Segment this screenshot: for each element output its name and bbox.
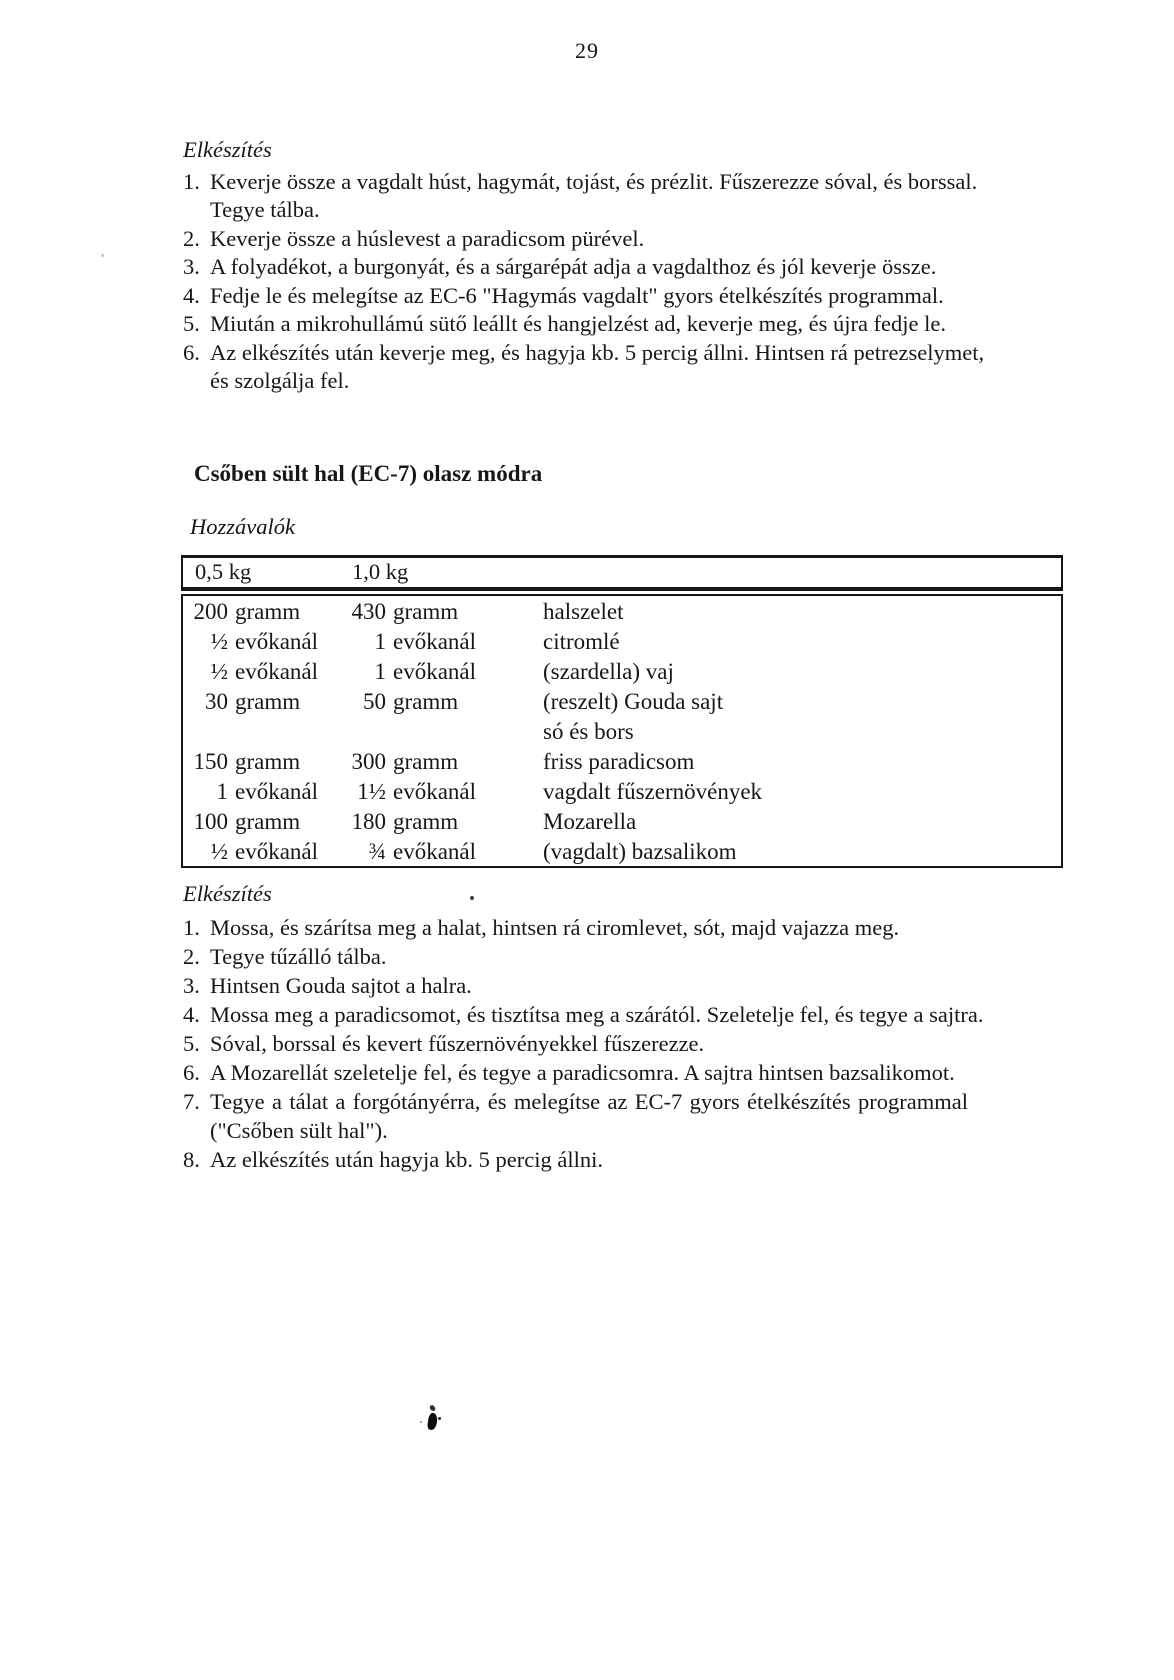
step-item — [183, 1000, 1033, 1029]
step-text: Fedje le és melegítse az EC-6 "Hagymás vagdalt" gyors ételkészítés programmal. — [210, 282, 944, 308]
step-item — [183, 282, 1033, 311]
step-text: Sóval, borssal és kevert fűszernövényekkel fűszerezze. — [210, 1031, 705, 1056]
step-list — [183, 913, 1033, 1174]
ink-blot — [427, 1412, 439, 1430]
ingredient-name: (szardella) vaj — [543, 659, 674, 684]
step-text: Mossa, és szárítsa meg a halat, hintsen rá ciromlevet, sót, majd vajazza meg. — [210, 915, 900, 940]
preparation-section-2 — [183, 879, 1033, 1174]
step-number: 1. — [183, 168, 200, 194]
ingredient-row: ½ evőkanál 1 evőkanál (szardella) vaj — [183, 657, 1061, 687]
step-item — [183, 168, 1033, 225]
step-text: Mossa meg a paradicsomot, és tisztítsa meg a szárától. Szeletelje fel, és tegye a sajtra. — [210, 1002, 984, 1027]
step-text: Az elkészítés után hagyja kb. 5 percig állni. — [210, 1147, 603, 1172]
ingredient-name: só és bors — [543, 719, 634, 744]
weight-column-10kg: 1,0 kg — [352, 559, 409, 584]
step-item — [183, 942, 1033, 971]
ingredient-name: vagdalt fűszernövények — [543, 779, 763, 804]
step-number: 2. — [183, 944, 200, 969]
scan-speck — [470, 896, 474, 900]
step-text: Az elkészítés után keverje meg, és hagyja kb. 5 percig állni. Hintsen rá petrezselymet, és szolgálja fel. — [210, 339, 985, 393]
ingredient-name: (reszelt) Gouda sajt — [543, 689, 724, 714]
step-number: 6. — [183, 1060, 200, 1085]
ingredient-row — [183, 717, 1061, 747]
ingredients-table-header — [181, 555, 1063, 591]
step-item — [183, 225, 1033, 254]
ink-blot-faint-dot — [420, 1421, 422, 1423]
page-number: 29 — [575, 38, 599, 63]
step-item — [183, 913, 1033, 942]
ingredient-row: 30 gramm 50 gramm (reszelt) Gouda sajt — [183, 687, 1061, 717]
step-number: 1. — [183, 915, 200, 940]
ingredients-table-body — [181, 594, 1063, 868]
ingredient-name: friss paradicsom — [543, 749, 695, 774]
step-text: Keverje össze a húslevest a paradicsom pürével. — [210, 225, 645, 251]
step-number: 3. — [183, 254, 200, 279]
step-number: 6. — [183, 339, 200, 365]
step-text: A Mozarellát szeletelje fel, és tegye a paradicsomra. A sajtra hintsen bazsalikomot. — [210, 1060, 955, 1085]
step-number: 2. — [183, 225, 200, 251]
step-item — [183, 1145, 1033, 1174]
ink-blot-dot — [438, 1417, 441, 1420]
step-list — [183, 168, 1033, 396]
step-item — [183, 1087, 1033, 1145]
ingredient-row: ½ evőkanál ¾ evőkanál (vagdalt) bazsalikom — [183, 837, 1061, 867]
step-number: 4. — [183, 1002, 200, 1027]
weight-column-05kg: 0,5 kg — [195, 559, 252, 584]
ingredient-name: halszelet — [543, 599, 624, 624]
step-text: Miután a mikrohullámú sütő leállt és hangjelzést ad, keverje meg, és újra fedje le. — [210, 311, 947, 336]
ingredients-heading: Hozzávalók — [190, 514, 295, 539]
step-item — [183, 339, 1033, 396]
step-item — [183, 1058, 1033, 1087]
ingredient-row: 200 gramm 430 gramm halszelet — [183, 597, 1061, 627]
step-number: 8. — [183, 1147, 200, 1172]
step-text: A folyadékot, a burgonyát, és a sárgarépát adja a vagdalthoz és jól keverje össze. — [210, 254, 937, 279]
step-number: 7. — [183, 1089, 200, 1114]
step-item — [183, 253, 1033, 282]
step-text: Tegye a tálat a forgótányérra, és melegítse az EC-7 gyors ételkészítés programmal ("Csőben sült hal"). — [210, 1089, 968, 1143]
ingredient-name: citromlé — [543, 629, 620, 654]
step-item — [183, 971, 1033, 1000]
recipe-title: Csőben sült hal (EC-7) olasz módra — [194, 461, 543, 486]
step-number: 5. — [183, 311, 200, 336]
step-item — [183, 310, 1033, 339]
step-text: Keverje össze a vagdalt húst, hagymát, tojást, és prézlit. Fűszerezze sóval, és borssal. Tegye tálba. — [210, 168, 978, 222]
section-heading: Elkészítés — [183, 137, 272, 162]
ingredient-row: 150 gramm 300 gramm friss paradicsom — [183, 747, 1061, 777]
ingredient-row: 100 gramm 180 gramm Mozarella — [183, 807, 1061, 837]
step-number: 4. — [183, 282, 200, 308]
ink-blot-fleck — [429, 1404, 435, 1411]
ingredient-name: Mozarella — [543, 809, 637, 834]
ingredient-row: ½ evőkanál 1 evőkanál citromlé — [183, 627, 1061, 657]
step-item — [183, 1029, 1033, 1058]
step-text: Tegye tűzálló tálba. — [210, 944, 387, 969]
preparation-section-1 — [183, 136, 1033, 396]
step-text: Hintsen Gouda sajtot a halra. — [210, 973, 472, 998]
ingredient-name: (vagdalt) bazsalikom — [543, 839, 737, 864]
step-number: 5. — [183, 1031, 200, 1056]
ingredient-row: 1 evőkanál 1½ evőkanál vagdalt fűszernövények — [183, 777, 1061, 807]
section-heading: Elkészítés — [183, 881, 272, 906]
scan-speck — [101, 254, 104, 257]
step-number: 3. — [183, 973, 200, 998]
